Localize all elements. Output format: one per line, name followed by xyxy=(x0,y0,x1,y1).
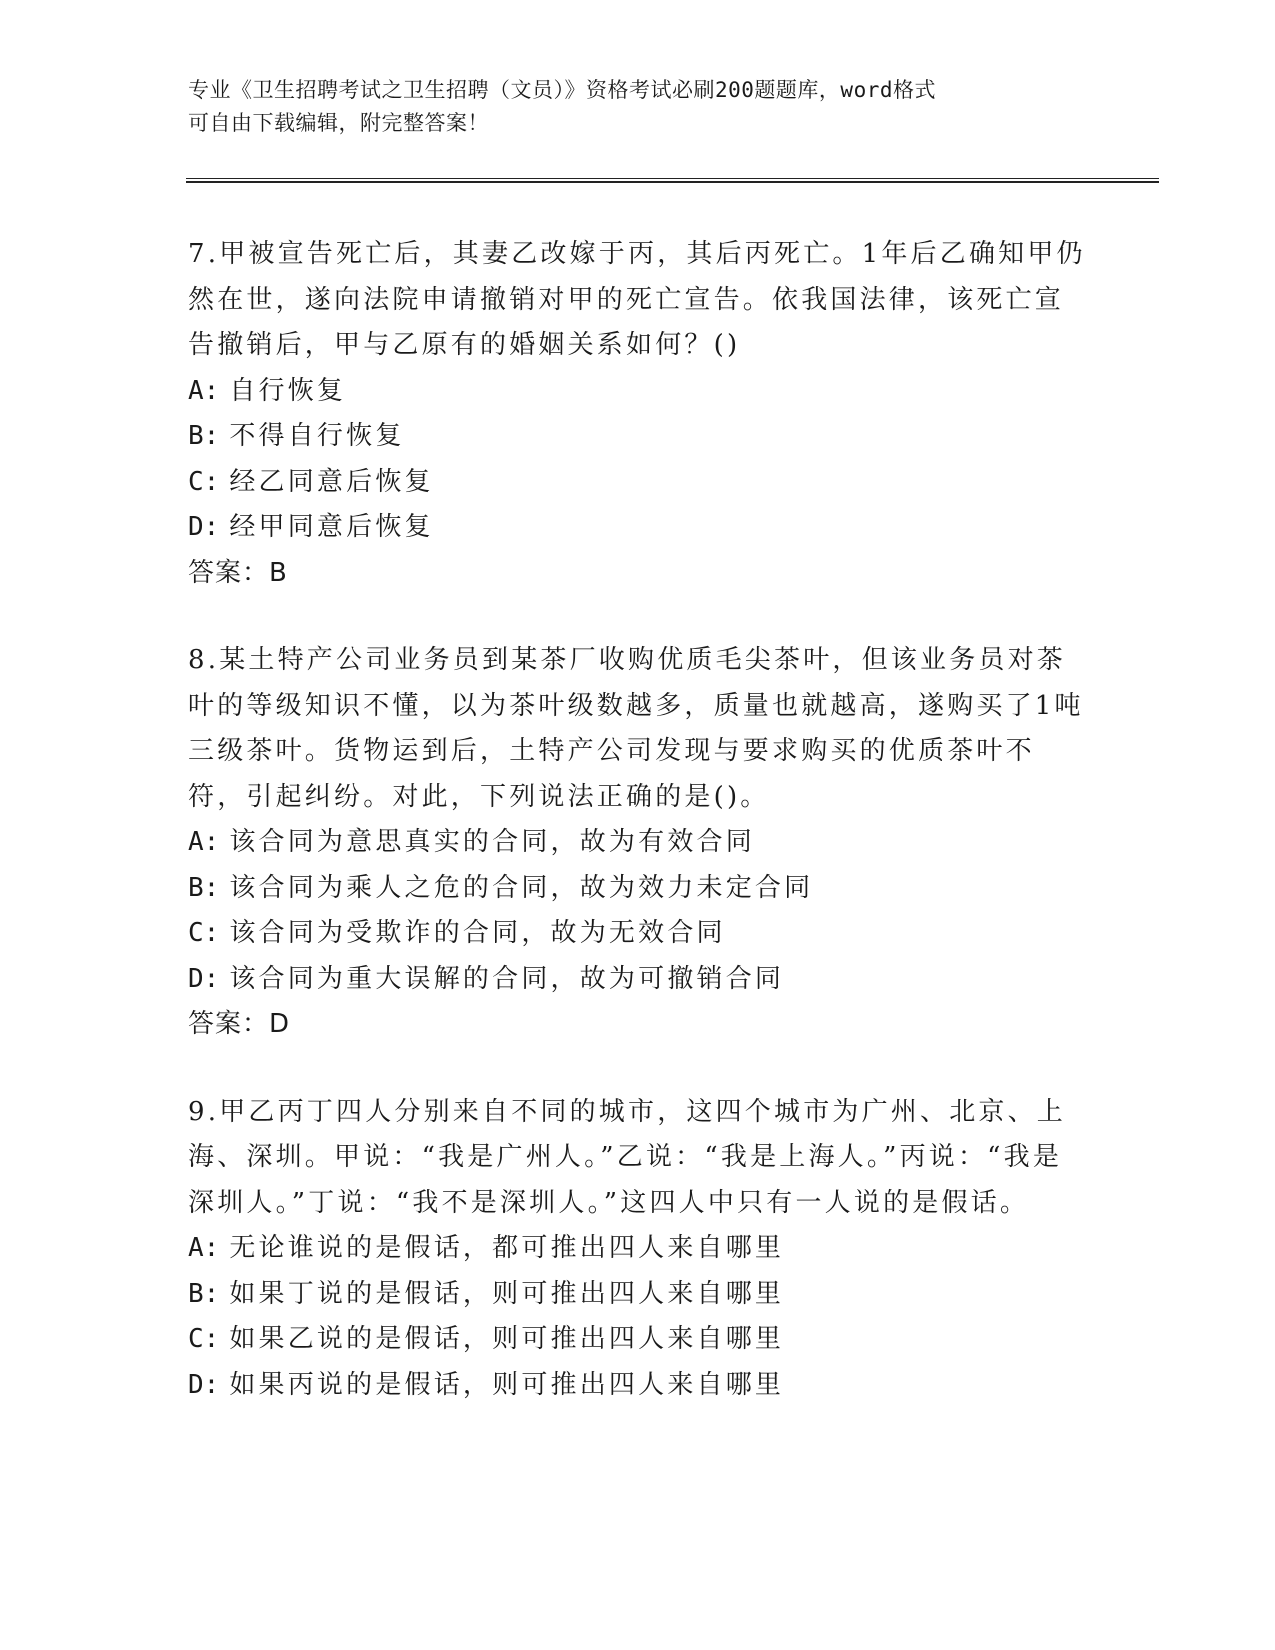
option-text: 如果丙说的是假话，则可推出四人来自哪里 xyxy=(229,1369,785,1400)
question-9 xyxy=(188,1090,1088,1409)
option-text: 自行恢复 xyxy=(229,375,347,406)
question-list xyxy=(188,232,1088,1450)
page-header xyxy=(188,74,1088,140)
option-key: B: xyxy=(188,872,220,903)
option-text: 无论谁说的是假话，都可推出四人来自哪里 xyxy=(229,1233,785,1263)
option-key: C: xyxy=(188,466,220,497)
option-text: 该合同为意思真实的合同，故为有效合同 xyxy=(229,827,755,857)
option-d xyxy=(188,957,1088,1003)
option-a xyxy=(188,820,1088,866)
option-key: D: xyxy=(188,963,220,994)
option-text: 该合同为乘人之危的合同，故为效力未定合同 xyxy=(229,872,814,903)
option-key: D: xyxy=(188,512,220,542)
option-d xyxy=(188,505,1088,551)
option-c xyxy=(188,911,1088,957)
question-8 xyxy=(188,638,1088,1048)
option-key: A: xyxy=(188,375,220,406)
answer-line: 答案：B xyxy=(188,557,288,588)
option-key: D: xyxy=(188,1369,220,1400)
header-line-1: 专业《卫生招聘考试之卫生招聘（文员）》资格考试必刷200题题库，word格式 xyxy=(188,78,936,102)
option-c xyxy=(188,460,1088,506)
option-text: 不得自行恢复 xyxy=(229,421,405,451)
option-b xyxy=(188,414,1088,460)
option-key: A: xyxy=(188,1233,220,1263)
option-a xyxy=(188,1226,1088,1272)
question-stem: 7.甲被宣告死亡后，其妻乙改嫁于丙，其后丙死亡。1年后乙确知甲仍然在世，遂向法院申请撤销对甲的死亡宣告。依我国法律，该死亡宣告撤销后，甲与乙原有的婚姻关系如何？() xyxy=(188,239,1086,360)
option-b xyxy=(188,866,1088,912)
option-text: 该合同为重大误解的合同，故为可撤销合同 xyxy=(229,963,785,994)
header-divider xyxy=(186,178,1159,183)
header-line-2: 可自由下载编辑，附完整答案！ xyxy=(188,111,489,135)
answer-line: 答案：D xyxy=(188,1009,291,1039)
option-text: 如果丁说的是假话，则可推出四人来自哪里 xyxy=(229,1278,785,1309)
option-b xyxy=(188,1272,1088,1318)
option-text: 该合同为受欺诈的合同，故为无效合同 xyxy=(229,918,726,948)
option-key: C: xyxy=(188,1324,220,1354)
option-a xyxy=(188,369,1088,415)
option-c xyxy=(188,1317,1088,1363)
option-text: 经乙同意后恢复 xyxy=(229,466,434,497)
question-stem: 8.某土特产公司业务员到某茶厂收购优质毛尖茶叶，但该业务员对茶叶的等级知识不懂，以为茶叶级数越多，质量也就越高，遂购买了1吨三级茶叶。货物运到后，土特产公司发现与要求购买的优质茶叶不符，引起纠纷。对此，下列说法正确的是()。 xyxy=(188,645,1084,812)
option-key: B: xyxy=(188,421,220,451)
option-key: B: xyxy=(188,1278,220,1309)
option-d xyxy=(188,1363,1088,1409)
option-key: A: xyxy=(188,827,220,857)
question-stem: 9.甲乙丙丁四人分别来自不同的城市，这四个城市为广州、北京、上海、深圳。甲说：“我是广州人。”乙说：“我是上海人。”丙说：“我是深圳人。”丁说：“我不是深圳人。”这四人中只有一人说的是假话。 xyxy=(188,1096,1067,1218)
option-text: 如果乙说的是假话，则可推出四人来自哪里 xyxy=(229,1324,785,1354)
question-7 xyxy=(188,232,1088,596)
option-key: C: xyxy=(188,918,220,948)
option-text: 经甲同意后恢复 xyxy=(229,512,434,542)
